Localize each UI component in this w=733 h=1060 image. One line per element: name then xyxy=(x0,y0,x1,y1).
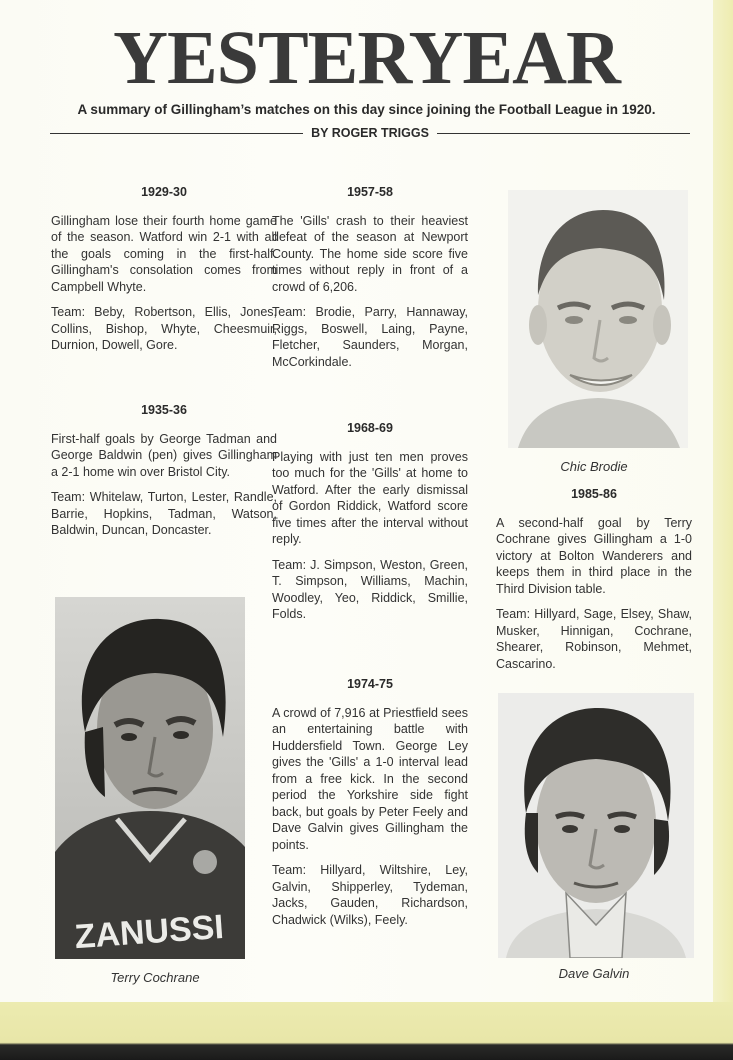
caption-chic-brodie: Chic Brodie xyxy=(560,459,628,474)
entry-1935-36 xyxy=(51,402,277,548)
entry-summary: The 'Gills' crash to their heaviest defeat of the season at Newport County. The home side score five times without reply in front of a crowd of 6,206. xyxy=(272,213,468,294)
entry-team: Team: Hillyard, Wiltshire, Ley, Galvin, Shipperley, Tydeman, Jacks, Gauden, Richardson, Chadwick (Wilks), Feely. xyxy=(272,863,468,927)
entry-summary: First-half goals by George Tadman and George Baldwin (pen) gives Gillingham a 2-1 home win over Bristol City. xyxy=(51,431,277,479)
page-bottom-edge xyxy=(0,1002,733,1060)
entry-year: 1935-36 xyxy=(141,403,187,417)
page-edge xyxy=(713,0,733,1060)
byline-rule-right xyxy=(437,133,690,134)
entry-summary: A crowd of 7,916 at Priestfield sees an entertaining battle with Huddersfield Town. George Ley gives the 'Gills' a 1-0 interval lead from a free kick. In the second period the Yorkshire side fight back, but goals by Peter Feely and Dave Galvin gives Gillingham the points. xyxy=(272,705,468,852)
byline-rule-left xyxy=(50,133,303,134)
entry-team: Team: J. Simpson, Weston, Green, T. Simpson, Williams, Machin, Woodley, Yeo, Riddick, Smillie, Folds. xyxy=(272,557,468,621)
entry-year: 1968-69 xyxy=(347,421,393,435)
caption-dave-galvin: Dave Galvin xyxy=(558,966,630,981)
entry-team: Team: Brodie, Parry, Hannaway, Riggs, Boswell, Laing, Payne, Fletcher, Saunders, Morgan, McCorkindale. xyxy=(272,305,468,369)
byline-row xyxy=(50,124,690,142)
entry-summary: Gillingham lose their fourth home game of the season. Watford win 2-1 with all the goals coming in the first-half. Gillingham's consolation comes from Campbell Whyte. xyxy=(51,213,277,294)
page-subtitle: A summary of Gillingham’s matches on this day since joining the Football League in 1920. xyxy=(77,102,656,117)
caption-terry-cochrane: Terry Cochrane xyxy=(110,970,200,985)
entry-1929-30 xyxy=(51,184,277,363)
byline: BY ROGER TRIGGS xyxy=(311,126,429,140)
entry-1957-58 xyxy=(272,184,468,379)
entry-team: Team: Hillyard, Sage, Elsey, Shaw, Musker, Hinnigan, Cochrane, Shearer, Robinson, Mehmet, Cascarino. xyxy=(496,607,692,671)
entry-year: 1974-75 xyxy=(347,677,393,691)
shirt-sponsor-text: ZANUSSI xyxy=(73,907,225,957)
photo-dave-galvin xyxy=(498,693,694,958)
entry-summary: Playing with just ten men proves too much for the 'Gills' at home to Watford. After the early dismissal of Gordon Riddick, Watford score five times after the interval without reply. xyxy=(272,449,468,546)
portrait-galvin-image xyxy=(498,693,694,958)
entry-1968-69 xyxy=(272,420,468,632)
entry-1974-75 xyxy=(272,676,468,937)
entry-year: 1985-86 xyxy=(571,487,617,501)
portrait-cochrane-image xyxy=(55,597,245,959)
portrait-brodie-image xyxy=(508,190,688,448)
entry-year: 1957-58 xyxy=(347,185,393,199)
entry-team: Team: Whitelaw, Turton, Lester, Randle, Barrie, Hopkins, Tadman, Watson, Baldwin, Duncan, Doncaster. xyxy=(51,490,277,537)
entry-summary: A second-half goal by Terry Cochrane gives Gillingham a 1-0 victory at Bolton Wanderers and keeps them in third place in the Third Division table. xyxy=(496,515,692,596)
photo-terry-cochrane xyxy=(55,597,245,959)
entry-team: Team: Beby, Robertson, Ellis, Jones, Collins, Bishop, Whyte, Cheesmuir, Durnion, Dowell, Gore. xyxy=(51,305,277,352)
photo-chic-brodie xyxy=(508,190,688,448)
entry-year: 1929-30 xyxy=(141,185,187,199)
page-title: YESTERYEAR xyxy=(113,16,620,100)
entry-1985-86 xyxy=(496,486,692,681)
